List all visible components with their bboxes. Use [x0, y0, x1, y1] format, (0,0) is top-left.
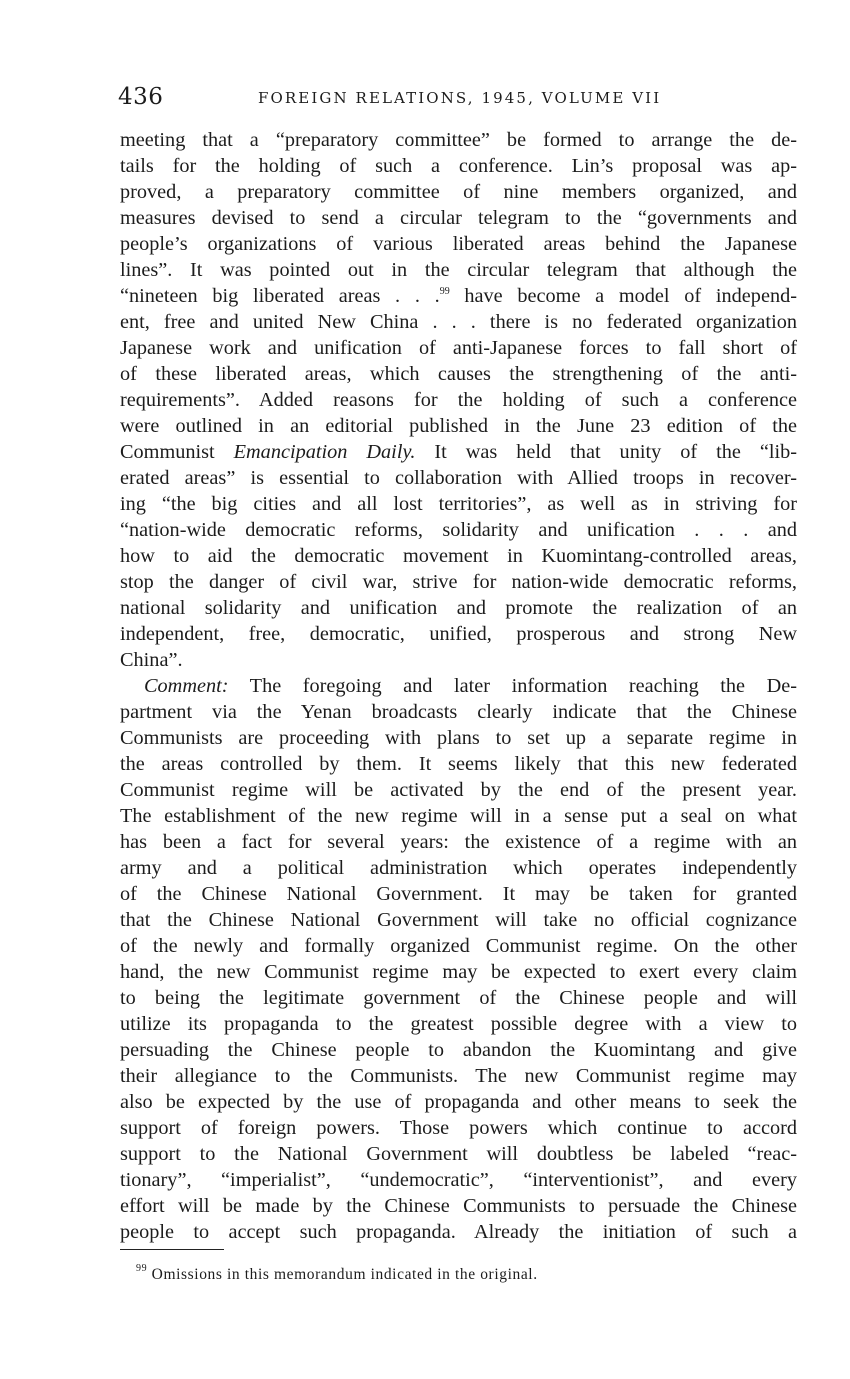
text-line: persuading the Chinese people to abandon the Kuomintang and give: [120, 1039, 797, 1061]
running-header: [120, 84, 797, 114]
text-line: requirements”. Added reasons for the holding of such a conference: [120, 389, 797, 411]
text-line: also be expected by the use of propaganda and other means to seek the: [120, 1091, 797, 1113]
body-text: [120, 127, 797, 1245]
text-line: Communist regime will be activated by the end of the present year.: [120, 779, 797, 801]
text-line: The establishment of the new regime will in a sense put a seal on what: [120, 805, 797, 827]
text-line: people’s organizations of various liberated areas behind the Japanese: [120, 233, 797, 255]
text-line: tails for the holding of such a conference. Lin’s proposal was ap-: [120, 155, 797, 177]
text-line: has been a fact for several years: the existence of a regime with an: [120, 831, 797, 853]
text-line: the areas controlled by them. It seems likely that this new federated: [120, 753, 797, 775]
text-line: China”.: [120, 649, 183, 671]
text-line: erated areas” is essential to collaboration with Allied troops in recover-: [120, 467, 797, 489]
text-line: proved, a preparatory committee of nine members organized, and: [120, 181, 797, 203]
text-line: ent, free and united New China . . . there is no federated organization: [120, 311, 797, 333]
text-line: stop the danger of civil war, strive for nation-wide democratic reforms,: [120, 571, 797, 593]
text-line: utilize its propaganda to the greatest possible degree with a view to: [120, 1013, 797, 1035]
footnote: [120, 1263, 797, 1284]
text-line: of the newly and formally organized Communist regime. On the other: [120, 935, 797, 957]
text-line: hand, the new Communist regime may be expected to exert every claim: [120, 961, 797, 983]
line-segment: It was held that unity of the “lib-: [415, 441, 797, 463]
text-line: “nation-wide democratic reforms, solidarity and unification . . . and: [120, 519, 797, 541]
footnote-marker: 99: [136, 1263, 148, 1274]
footnote-text: Omissions in this memorandum indicated in the original.: [147, 1266, 538, 1283]
document-page: [120, 84, 797, 1284]
page-number: 436: [118, 84, 164, 110]
text-line: partment via the Yenan broadcasts clearly indicate that the Chinese: [120, 701, 797, 723]
italic-text: Comment:: [144, 675, 229, 697]
text-line: ing “the big cities and all lost territories”, as well as in striving for: [120, 493, 797, 515]
footnote-rule: [120, 1249, 224, 1250]
text-line: lines”. It was pointed out in the circular telegram that although the: [120, 259, 797, 281]
text-line: [120, 673, 797, 699]
text-line: meeting that a “preparatory committee” be formed to arrange the de-: [120, 129, 797, 151]
text-line: support to the National Government will doubtless be labeled “reac-: [120, 1143, 797, 1165]
text-line: their allegiance to the Communists. The new Communist regime may: [120, 1065, 797, 1087]
text-line: to being the legitimate government of the Chinese people and will: [120, 987, 797, 1009]
text-line: Communists are proceeding with plans to set up a separate regime in: [120, 727, 797, 749]
line-segment: have become a model of independ-: [449, 285, 797, 307]
text-line: how to aid the democratic movement in Kuomintang-controlled areas,: [120, 545, 797, 567]
text-line: [120, 439, 797, 465]
footnote-reference: 99: [439, 286, 450, 297]
text-line: [120, 283, 797, 309]
text-line: tionary”, “imperialist”, “undemocratic”, “interventionist”, and every: [120, 1169, 797, 1191]
text-line: independent, free, democratic, unified, prosperous and strong New: [120, 623, 797, 645]
text-line: national solidarity and unification and promote the realization of an: [120, 597, 797, 619]
line-segment: “nineteen big liberated areas . . .: [120, 285, 440, 307]
text-line: that the Chinese National Government will take no official cognizance: [120, 909, 797, 931]
text-line: measures devised to send a circular telegram to the “governments and: [120, 207, 797, 229]
line-segment: The foregoing and later information reaching the De-: [228, 675, 797, 697]
line-segment: Communist: [120, 441, 234, 463]
italic-text: Emancipation Daily.: [233, 441, 416, 463]
text-line: people to accept such propaganda. Already the initiation of such a: [120, 1221, 797, 1243]
text-line: army and a political administration which operates independently: [120, 857, 797, 879]
text-line: effort will be made by the Chinese Communists to persuade the Chinese: [120, 1195, 797, 1217]
header-title: FOREIGN RELATIONS, 1945, VOLUME VII: [258, 89, 662, 107]
text-line: Japanese work and unification of anti-Japanese forces to fall short of: [120, 337, 797, 359]
text-line: of the Chinese National Government. It may be taken for granted: [120, 883, 797, 905]
text-line: support of foreign powers. Those powers which continue to accord: [120, 1117, 797, 1139]
text-line: were outlined in an editorial published in the June 23 edition of the: [120, 415, 797, 437]
text-line: of these liberated areas, which causes the strengthening of the anti-: [120, 363, 797, 385]
